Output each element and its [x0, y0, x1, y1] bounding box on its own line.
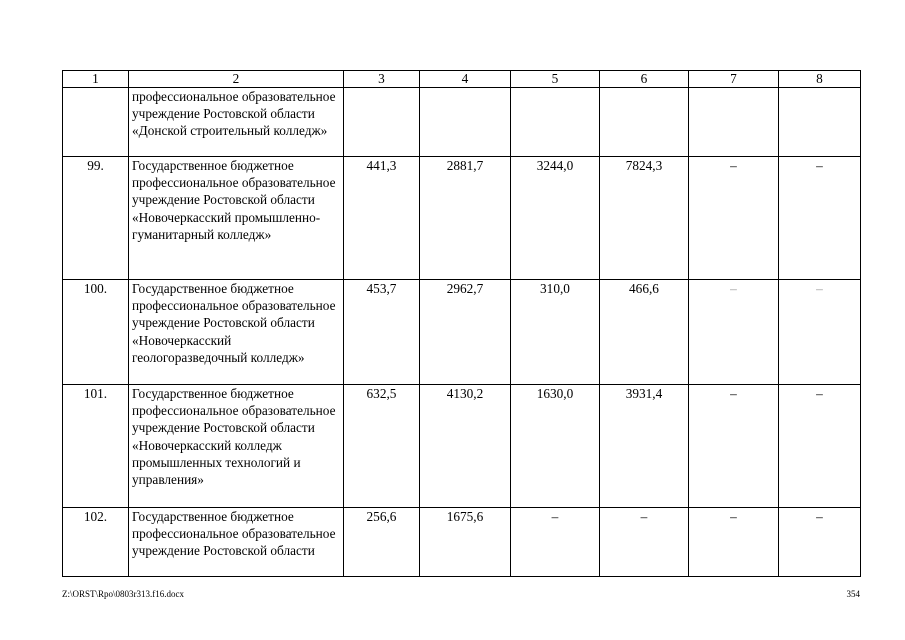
col-header-3: 3: [344, 71, 420, 88]
col-header-7: 7: [689, 71, 779, 88]
value-cell-col4: 2962,7: [420, 280, 511, 385]
value-cell-col4: 4130,2: [420, 385, 511, 508]
value-cell-col5: 310,0: [511, 280, 600, 385]
row-number-cell: 99.: [63, 157, 129, 280]
value-cell-col7: –: [689, 157, 779, 280]
row-number-cell: 101.: [63, 385, 129, 508]
col-header-6: 6: [600, 71, 689, 88]
col-header-5: 5: [511, 71, 600, 88]
col-header-4: 4: [420, 71, 511, 88]
value-cell-col8: –: [779, 280, 861, 385]
value-cell-col6: 3931,4: [600, 385, 689, 508]
col-header-8: 8: [779, 71, 861, 88]
value-cell: [689, 88, 779, 157]
institution-name-cell: Государственное бюджетное профессиональное образовательное учреждение Ростовской области: [129, 508, 344, 577]
table-row: [63, 280, 861, 385]
value-cell: [344, 88, 420, 157]
value-cell-col3: 453,7: [344, 280, 420, 385]
row-number-cell: 100.: [63, 280, 129, 385]
row-number-cell: 102.: [63, 508, 129, 577]
value-cell-col3: 256,6: [344, 508, 420, 577]
value-cell-col8: –: [779, 157, 861, 280]
header-row: [63, 71, 861, 88]
row-number-cell: [63, 88, 129, 157]
value-cell-col6: 466,6: [600, 280, 689, 385]
value-cell-col6: –: [600, 508, 689, 577]
value-cell-col5: 3244,0: [511, 157, 600, 280]
institution-name-cell: Государственное бюджетное профессиональное образовательное учреждение Ростовской области «Новочеркасский геологоразведочный колледж»: [129, 280, 344, 385]
value-cell-col4: 2881,7: [420, 157, 511, 280]
value-cell: [600, 88, 689, 157]
table-row-continuation: [63, 88, 861, 157]
value-cell: [779, 88, 861, 157]
institution-name-cell: Государственное бюджетное профессиональное образовательное учреждение Ростовской области «Новочеркасский колледж промышленных технологий и управления»: [129, 385, 344, 508]
value-cell-col5: –: [511, 508, 600, 577]
footer-page-number: 354: [846, 589, 860, 599]
table-row: [63, 157, 861, 280]
value-cell-col4: 1675,6: [420, 508, 511, 577]
value-cell-col5: 1630,0: [511, 385, 600, 508]
institution-name-cell: Государственное бюджетное профессиональное образовательное учреждение Ростовской области «Новочеркасский промышленно-гуманитарный колледж»: [129, 157, 344, 280]
value-cell-col7: –: [689, 385, 779, 508]
budget-table: [62, 70, 861, 577]
col-header-1: 1: [63, 71, 129, 88]
table-row: [63, 385, 861, 508]
footer-file-path: Z:\ORST\Rpo\0803r313.f16.docx: [62, 589, 184, 599]
value-cell: [420, 88, 511, 157]
value-cell-col3: 632,5: [344, 385, 420, 508]
value-cell: [511, 88, 600, 157]
value-cell-col8: –: [779, 385, 861, 508]
value-cell-col7: –: [689, 508, 779, 577]
value-cell-col8: –: [779, 508, 861, 577]
table-row: [63, 508, 861, 577]
institution-name-cell: профессиональное образовательное учреждение Ростовской области «Донской строительный колледж»: [129, 88, 344, 157]
value-cell-col6: 7824,3: [600, 157, 689, 280]
col-header-2: 2: [129, 71, 344, 88]
value-cell-col3: 441,3: [344, 157, 420, 280]
value-cell-col7: –: [689, 280, 779, 385]
